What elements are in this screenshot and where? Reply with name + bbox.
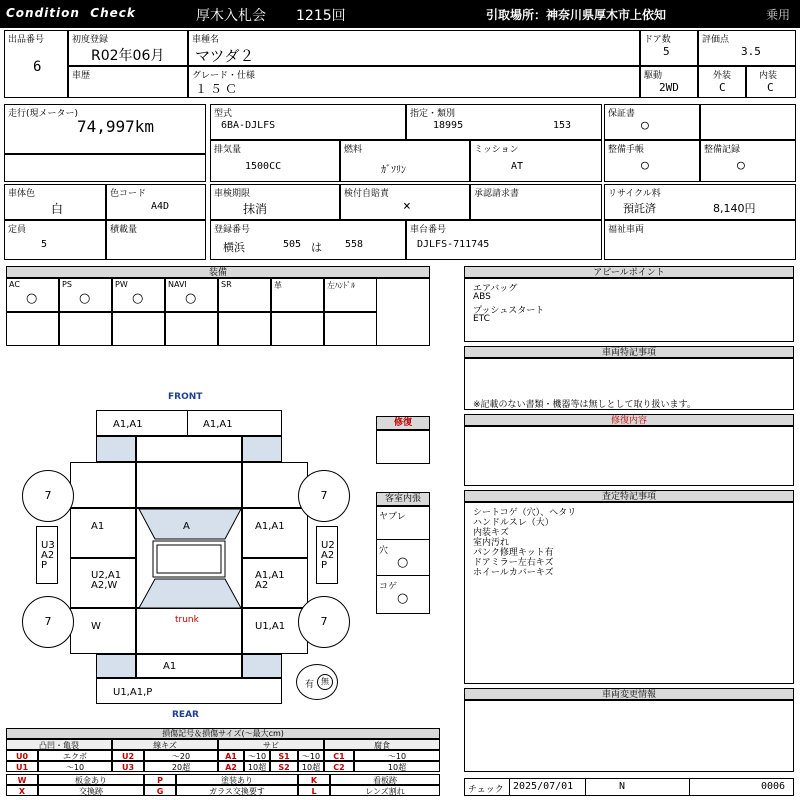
- inspection-cell: [210, 184, 340, 220]
- inspection-note-line: ホイールカバーキズ: [473, 568, 554, 578]
- appeal-box: [464, 278, 794, 342]
- capacity: 5: [41, 239, 48, 250]
- equipment-item-mark: ○: [132, 291, 144, 306]
- legend-cell: ～10: [38, 761, 112, 772]
- equipment-item-label: 革: [274, 281, 282, 290]
- type-label: 型式: [214, 109, 233, 119]
- interior-grade: C: [767, 81, 774, 94]
- tire-front-left[interactable]: 7: [22, 470, 74, 522]
- right-rear-door[interactable]: [242, 558, 308, 608]
- cabin-box: [376, 506, 430, 614]
- cabin-burn-label: コゲ: [379, 582, 398, 592]
- legend-cell: U3: [112, 761, 144, 772]
- color-cell: [4, 184, 106, 220]
- inspection-note-line: 室内汚れ: [473, 538, 510, 548]
- left-front-fender[interactable]: [70, 462, 136, 508]
- cabin-hole-label: 穴: [379, 546, 389, 556]
- equipment-item-label: AC: [9, 280, 20, 289]
- grade-cell: [188, 66, 640, 98]
- equipment-item-mark: ○: [26, 291, 38, 306]
- warranty-extra-cell: [700, 104, 796, 140]
- special-title: 車両特記事項: [464, 346, 794, 358]
- history-label: 車歴: [72, 71, 91, 81]
- lot-number-label: 出品番号: [8, 35, 45, 45]
- left-rear-door[interactable]: [70, 558, 136, 608]
- rear-label: REAR: [172, 710, 199, 720]
- score-label: 評価点: [702, 35, 730, 45]
- history-cell: [68, 66, 188, 98]
- pickup-location: 引取場所：神奈川県厚木市上依知: [486, 8, 667, 22]
- inspection-note-line: 内装キズ: [473, 528, 509, 538]
- right-quarter-damage: U1,A1: [255, 621, 286, 632]
- manual-cell: [604, 140, 700, 182]
- special-note: ※記載のない書類・機器等は無しとして取り扱います。: [473, 400, 696, 410]
- approval-label: 承認請求書: [474, 189, 520, 199]
- front-bumper-left-damage: A1,A1: [113, 419, 143, 430]
- capacity-label: 定員: [8, 225, 27, 235]
- check-date: 2025/07/01: [513, 781, 574, 792]
- legend-cell: ～10: [244, 750, 270, 761]
- front-grille[interactable]: [136, 436, 242, 462]
- header-bar: [0, 0, 800, 28]
- equipment-item-mark: ○: [185, 291, 197, 306]
- legend-cell: 20超: [144, 761, 218, 772]
- repair-detail-box: [464, 426, 794, 486]
- exterior-grade: C: [719, 81, 726, 94]
- logo: Condition Check: [6, 6, 136, 20]
- trunk-lid[interactable]: [136, 608, 242, 654]
- legend-cell: 10超: [298, 761, 324, 772]
- mileage-extra-cell: [4, 154, 206, 182]
- legend-cell: S2: [270, 761, 298, 772]
- plate-cell: [210, 220, 406, 260]
- warranty-mark: ○: [641, 118, 649, 133]
- hood[interactable]: [136, 462, 242, 508]
- legend-cell: X: [6, 785, 38, 796]
- legend-cell: 10超: [244, 761, 270, 772]
- model-label: 車種名: [192, 35, 220, 45]
- right-rear-door-damage: A1,A1 A2: [255, 570, 285, 591]
- special-box: [464, 358, 794, 410]
- legend-cell: ～10: [354, 750, 440, 761]
- equipment-item-blank: [324, 312, 377, 346]
- cabin-title: 客室内張: [376, 492, 430, 506]
- legend-cell: ～10: [298, 750, 324, 761]
- legend-cell: P: [144, 774, 176, 785]
- legend-group-header: サビ: [218, 739, 324, 750]
- check-row: [464, 778, 794, 796]
- fuel: ｶﾞｿﾘﾝ: [381, 165, 406, 176]
- repair-box: [376, 430, 430, 464]
- color-label: 車体色: [8, 189, 36, 199]
- front-bumper-right-damage: A1,A1: [203, 419, 233, 430]
- color-code-cell: [106, 184, 206, 220]
- inspection-notes-title: 査定特記事項: [464, 490, 794, 502]
- exterior-cell: [698, 66, 746, 98]
- insurance-cell: [340, 184, 470, 220]
- front-bumper[interactable]: [96, 410, 282, 436]
- plate-number: 558: [345, 239, 364, 250]
- left-front-door[interactable]: [70, 508, 136, 558]
- plate-area: 横浜: [223, 241, 245, 254]
- legend-cell: U2: [112, 750, 144, 761]
- drive-label: 駆動: [644, 71, 663, 81]
- legend-cell: A2: [218, 761, 244, 772]
- rear-right-corner: [242, 654, 282, 678]
- first-registration-cell: [68, 30, 188, 66]
- repair-title: 修復: [376, 416, 430, 430]
- change-info-title: 車両変更情報: [464, 688, 794, 700]
- rear-bumper-damage: U1,A1,P: [113, 687, 153, 698]
- welfare-label: 福祉車両: [608, 225, 645, 235]
- displacement-cell: [210, 140, 340, 182]
- left-rear-door-damage: U2,A1 A2,W: [91, 570, 122, 591]
- front-right-corner: [242, 436, 282, 462]
- warranty-cell: [604, 104, 700, 140]
- model-name: マツダ２: [195, 47, 255, 65]
- rear-bumper[interactable]: [96, 678, 282, 704]
- mission: AT: [511, 161, 524, 172]
- cabin-burn-mark: ○: [397, 591, 409, 606]
- legend-cell: K: [298, 774, 330, 785]
- equipment-item-label: NAVI: [168, 280, 187, 289]
- manual-label: 整備手帳: [608, 145, 645, 155]
- equipment-item: [59, 278, 112, 312]
- first-registration: R02年06月: [91, 48, 165, 64]
- equipment-item-blank: [165, 312, 218, 346]
- approval-cell: [470, 184, 602, 220]
- equipment-item-label: SR: [221, 280, 232, 289]
- auction-name: 厚木入札会: [196, 8, 266, 24]
- spare-no-label: 無: [317, 674, 333, 690]
- record-mark: ○: [737, 158, 745, 173]
- drive: 2WD: [659, 81, 679, 94]
- spare-yes-label: 有: [305, 680, 315, 690]
- check-flag: N: [619, 781, 626, 792]
- left-front-door-damage: A1: [91, 521, 105, 532]
- insurance-mark: ×: [403, 199, 411, 214]
- legend-cell: 10超: [354, 761, 440, 772]
- legend-group-header: 腐食: [324, 739, 440, 750]
- interior-cell: [746, 66, 796, 98]
- appeal-line: ABS: [473, 292, 491, 302]
- back-panel[interactable]: [136, 654, 242, 678]
- mileage-cell: [4, 104, 206, 154]
- legend-cell: ガラス交換要す: [176, 785, 298, 796]
- legend-cell: U1: [6, 761, 38, 772]
- displacement: 1500CC: [245, 161, 282, 172]
- inspection-label: 車検期限: [214, 189, 251, 199]
- right-side-sill-damage: U2 A2 P: [321, 540, 335, 571]
- legend-cell: 交換跡: [38, 785, 144, 796]
- appeal-title: アピールポイント: [464, 266, 794, 278]
- inspection-note-line: ドアミラー左右キズ: [473, 558, 554, 568]
- spare-tire[interactable]: [296, 664, 338, 700]
- mileage-label: 走行(現メーター): [8, 109, 79, 119]
- back-panel-damage: A1: [163, 661, 177, 672]
- record-label: 整備記録: [704, 145, 741, 155]
- type-cell: [210, 104, 406, 140]
- recycle-cell: [604, 184, 796, 220]
- inspection-notes-box: [464, 502, 794, 684]
- fuel-cell: [340, 140, 470, 182]
- classification-number: 153: [553, 120, 572, 131]
- repair-detail-title: 修復内容: [464, 414, 794, 426]
- legend-cell: C1: [324, 750, 354, 761]
- roof-area[interactable]: [136, 508, 242, 608]
- manual-mark: ○: [641, 158, 649, 173]
- doors-label: ドア数: [644, 35, 671, 45]
- left-side-sill[interactable]: [36, 526, 58, 584]
- inspection-note-line: シートコゲ（穴）、ヘタリ: [473, 508, 577, 518]
- appeal-line: プッシュスタート: [473, 306, 545, 316]
- appeal-line: ETC: [473, 314, 490, 324]
- equipment-item-label: PW: [115, 280, 128, 289]
- inspection-note-line: ハンドルスレ（大）: [473, 518, 554, 528]
- tire-rear-left[interactable]: 7: [22, 596, 74, 648]
- mission-cell: [470, 140, 602, 182]
- equipment-item-blank: [271, 312, 324, 346]
- legend-cell: U0: [6, 750, 38, 761]
- front-label: FRONT: [168, 392, 203, 402]
- first-registration-label: 初度登録: [72, 35, 109, 45]
- right-front-door[interactable]: [242, 508, 308, 558]
- insurance-label: 検付自賠責: [344, 189, 390, 199]
- equipment-title: 装備: [6, 266, 430, 278]
- legend-cell: 板金あり: [38, 774, 144, 785]
- legend-cell: エクボ: [38, 750, 112, 761]
- plate-label: 登録番号: [214, 225, 251, 235]
- lot-number: 6: [33, 59, 42, 75]
- legend-cell: G: [144, 785, 176, 796]
- equipment-item: [6, 278, 59, 312]
- front-left-corner: [96, 436, 136, 462]
- equipment-item-blank: [59, 312, 112, 346]
- equipment-item: [165, 278, 218, 312]
- legend-cell: ～20: [144, 750, 218, 761]
- mileage: 74,997km: [77, 117, 155, 136]
- legend-cell: レンズ割れ: [330, 785, 440, 796]
- grade: １５Ｃ: [195, 82, 241, 96]
- appeal-line: エアバッグ: [473, 284, 518, 294]
- grade-label: グレード・仕様: [192, 71, 256, 81]
- chassis-cell: [406, 220, 602, 260]
- equipment-item: [112, 278, 165, 312]
- chassis-number: DJLFS-711745: [417, 239, 490, 250]
- equipment-item-blank: [112, 312, 165, 346]
- right-front-door-damage: A1,A1: [255, 521, 285, 532]
- record-cell: [700, 140, 796, 182]
- load-cell: [106, 220, 206, 260]
- legend-cell: W: [6, 774, 38, 785]
- tire-front-right[interactable]: 7: [298, 470, 350, 522]
- warranty-label: 保証書: [608, 109, 636, 119]
- equipment-item: [271, 278, 324, 312]
- color-code-label: 色コード: [110, 189, 147, 199]
- designation-label: 指定・類別: [410, 109, 456, 119]
- recycle-status: 預託済: [623, 202, 656, 215]
- score-cell: [698, 30, 796, 66]
- recycle-amount: 8,140円: [713, 202, 756, 215]
- chassis-label: 車台番号: [410, 225, 447, 235]
- windshield-damage: A: [183, 521, 190, 532]
- legend-group-header: 線キズ: [112, 739, 218, 750]
- doors-cell: [640, 30, 698, 66]
- drive-cell: [640, 66, 698, 98]
- right-side-sill[interactable]: [316, 526, 338, 584]
- equipment-item-blank: [6, 312, 59, 346]
- equipment-item-mark: ○: [79, 291, 91, 306]
- interior-label: 内装: [759, 71, 778, 81]
- vehicle-type: 6BA-DJLFS: [221, 120, 276, 131]
- inspection-expiry: 抹消: [243, 202, 268, 216]
- legend-cell: 看板跡: [330, 774, 440, 785]
- welfare-cell: [604, 220, 796, 260]
- change-info-box: [464, 700, 794, 772]
- legend-cell: L: [298, 785, 330, 796]
- model-cell: [188, 30, 640, 66]
- designation-cell: [406, 104, 602, 140]
- legend-group-header: 凸凹・亀裂: [6, 739, 112, 750]
- equipment-item: [324, 278, 377, 312]
- inspection-note-line: パンク修理キット有: [473, 548, 554, 558]
- plate-kana: は: [311, 241, 322, 254]
- equipment-item-label: PS: [62, 280, 72, 289]
- legend-cell: A1: [218, 750, 244, 761]
- session-number: 1215回: [296, 8, 346, 24]
- category: 乗用: [766, 8, 791, 22]
- fuel-label: 燃料: [344, 145, 363, 155]
- equipment-item-blank: [218, 312, 271, 346]
- cabin-tear-label: ヤブレ: [379, 512, 406, 522]
- left-quarter[interactable]: [70, 608, 136, 654]
- cabin-glass-svg: [137, 509, 243, 609]
- lot-number-cell: [4, 30, 68, 98]
- check-number: 0006: [761, 781, 786, 792]
- doors: 5: [663, 45, 670, 58]
- displacement-label: 排気量: [214, 145, 242, 155]
- legend-title: 損傷記号＆損傷サイズ(～最大cm): [6, 728, 440, 739]
- load-label: 積載量: [110, 225, 138, 235]
- body-color: 白: [51, 202, 64, 216]
- recycle-label: リサイクル料: [608, 189, 661, 199]
- tire-rear-right[interactable]: 7: [298, 596, 350, 648]
- legend-cell: C2: [324, 761, 354, 772]
- equipment-item: [218, 278, 271, 312]
- equipment-item-label: 左ﾊﾝﾄﾞﾙ: [327, 281, 355, 290]
- check-label: チェック: [468, 785, 504, 795]
- capacity-cell: [4, 220, 106, 260]
- left-side-sill-damage: U3 A2 P: [41, 540, 55, 571]
- score: 3.5: [741, 45, 761, 58]
- rear-left-corner: [96, 654, 136, 678]
- cabin-hole-mark: ○: [397, 555, 409, 570]
- mission-label: ミッション: [474, 145, 519, 155]
- designation-number: 18995: [433, 120, 464, 131]
- plate-class: 505: [283, 239, 302, 250]
- exterior-label: 外装: [713, 71, 732, 81]
- legend-cell: 塗装あり: [176, 774, 298, 785]
- trunk-label: trunk: [175, 615, 199, 625]
- legend-cell: S1: [270, 750, 298, 761]
- left-quarter-damage: W: [91, 621, 101, 632]
- color-code: A4D: [151, 201, 170, 212]
